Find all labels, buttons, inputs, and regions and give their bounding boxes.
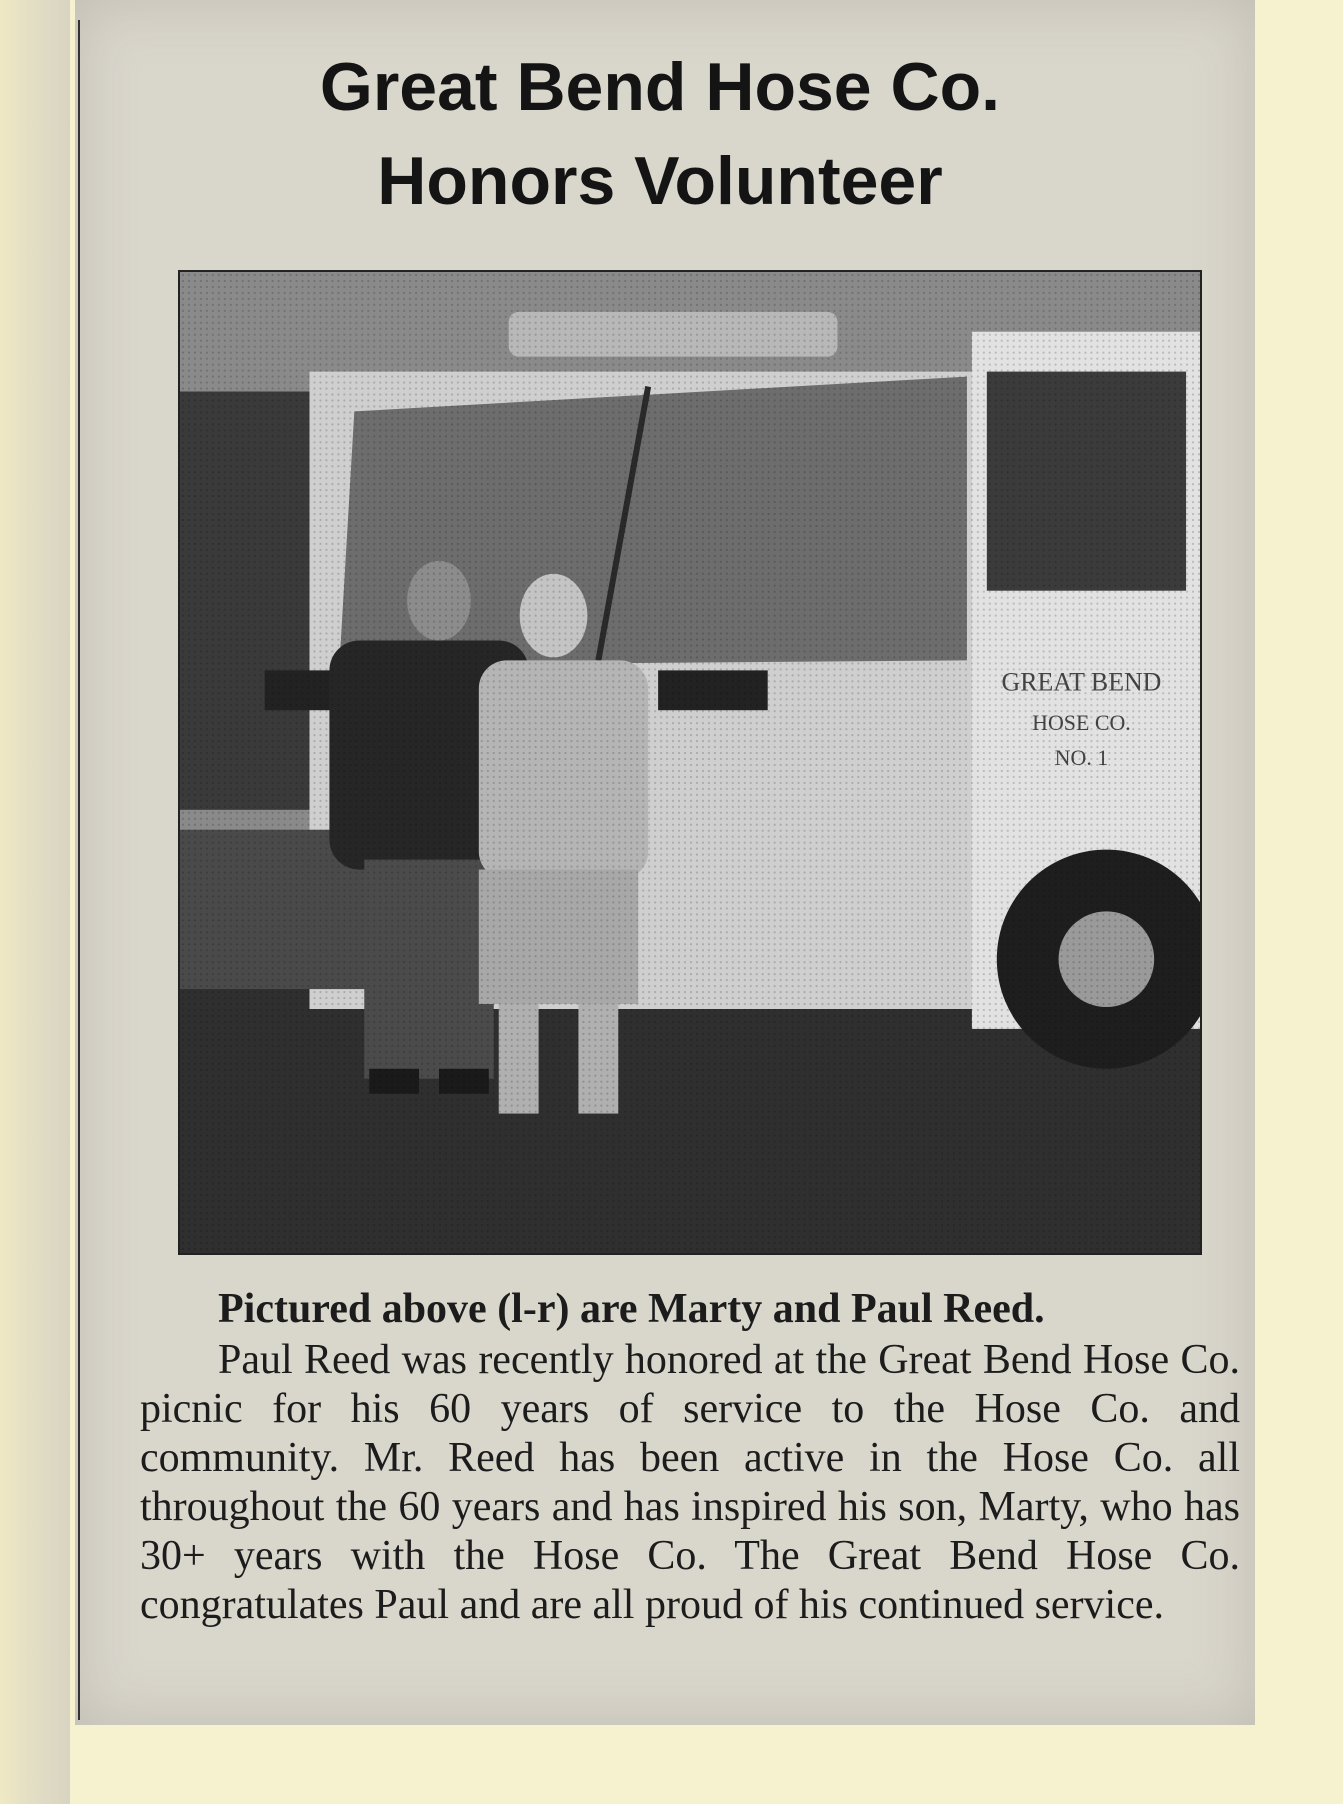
caption-body: Paul Reed was recently honored at the Great Bend Hose Co. picnic for his 60 years of service to the Hose Co. and community. Mr. Reed has been active in the Hose Co. all throughout the 60 years and has inspired his son, Marty, who has 30+ years with the Hose Co. The Great Bend Hose Co. congratulates Paul and are all proud of his continued service. (140, 1337, 1240, 1628)
headline-line-1: Great Bend Hose Co. (319, 49, 1001, 125)
column-rule (78, 20, 80, 1720)
caption-lead: Pictured above (l-r) are Marty and Paul Reed. (218, 1286, 1045, 1332)
scan-background-strip (0, 0, 70, 1804)
photo-fire-truck-two-men (180, 272, 1200, 1253)
headline-line-2: Honors Volunteer (377, 143, 943, 219)
photo-caption (140, 1285, 1240, 1630)
news-photo (178, 270, 1202, 1255)
headline (120, 40, 1200, 228)
